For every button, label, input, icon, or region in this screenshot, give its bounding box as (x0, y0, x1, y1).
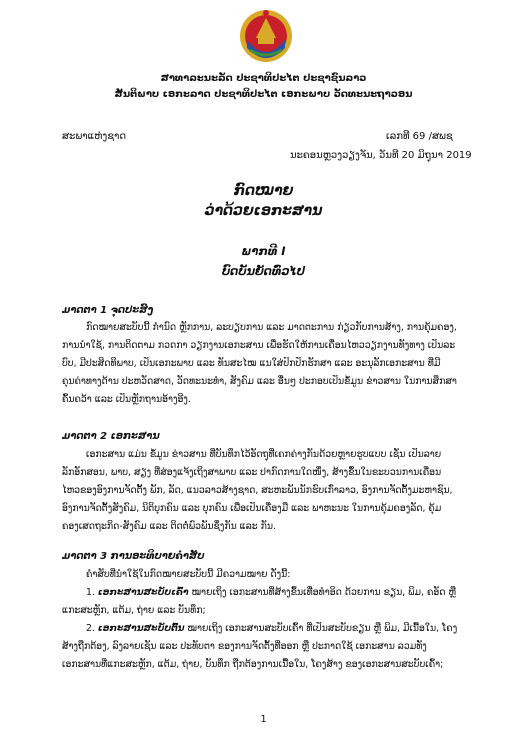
article-3-intro: ຄຳສັບທີ່ນຳໃຊ້ໃນກົດໝາຍສະບັບນີ້ ມີຄວາມໝາຍ ດັ່ງນີ້: (86, 569, 291, 580)
definition-item (62, 586, 495, 600)
article-2-line: ໄຫວຂອງອົງການຈັດຕັ້ງ ພັກ, ລັດ, ແນວລາວສ້າງຊາດ, ສະຫະພັນນັກຮົບເກົ່າລາວ, ອົງການຈັດຕັ້ງມະຫາຊົນ, (62, 485, 453, 496)
definition-text: ໝາຍເຖິງ ເອກະສານທີ່ສ້າງຂຶ້ນເທື່ອທຳອິດ ດ້ວຍການ ຂຽນ, ພິມ, ຄອັດ ຫຼື (191, 587, 457, 598)
definition-line: ສ້າງຖືກຕ້ອງ, ລົງລາຍເຊັນ ແລະ ປະທັບຕາ ຂອງການຈັດຕັ້ງທີ່ອອກ ຫຼື ປະກາດໃຊ້ ເອກະສານ ລວມທັງ (62, 641, 427, 652)
article-1-line: ຄຸນຄ່າທາງດ້ານ ປະຫວັດສາດ, ວັດທະນະທຳ, ສັງຄົມ ແລະ ອື່ນໆ ປະກອບເປັນຂໍ້ມູນ ຂ່າວສານ ໃນການສຶກສາ (62, 376, 457, 387)
definition-line: ແກະສະຫຼັກ, ແຕ້ມ, ຖ່າຍ ແລະ ບັນທຶກ; (62, 605, 206, 616)
article-1-line: ບົບ, ມີປະສິດທິພາບ, ເປັນເອກະພາບ ແລະ ທັນສະໄໝ ແນໃສ່ປົກປັກຮັກສາ ແລະ ອະນຸລັກເອກະສານ ທີ່ມີ (62, 358, 441, 369)
chapter-title: ບົດບັນຍັດທົ່ວໄປ (221, 264, 306, 278)
article-1-line: ກົດໝາຍສະບັບນີ້ ກຳນົດ ຫຼັກການ, ລະບຽບການ ແລະ ມາດຕະການ ກ່ຽວກັບການສ້າງ, ການຄຸ້ມຄອງ, (86, 322, 457, 333)
article-2-line: ລັກອັກສອນ, ພາບ, ສຽງ ທີ່ສ່ອງແຈ້ງເຖິງສາພາບ ແລະ ປາກົດການໃດໜຶ່ງ, ສ້າງຂຶ້ນໃນຂະບວນການເຄື່ອນ (62, 467, 442, 478)
definition-item (62, 622, 495, 636)
national-emblem (238, 6, 294, 66)
national-motto: ສັນຕິພາບ ເອກະລາດ ປະຊາທິປະໄຕ ເອກະພາບ ວັດທະນະຖາວອນ (114, 89, 413, 100)
document-title-line2: ວ່າດ້ວຍເອກະສານ (204, 203, 323, 219)
definition-term: ເອກະສານສະບັບຕົ້ນ (97, 623, 185, 634)
definition-number: 1. (86, 587, 95, 598)
definition-text: ໝາຍເຖິງ ເອກະສານສະບັບເຄົ້າ ທີ່ເປັນສະບັບຂຽນ ຫຼື ພິມ, ມີເນື້ອໃນ, ໂຄງ (187, 623, 458, 634)
place-date: ນະຄອນຫຼວງວຽງຈັນ, ວັນທີ 20 ມິຖຸນາ 2019 (290, 150, 472, 161)
document-title-line1: ກົດໝາຍ (233, 183, 294, 199)
article-2-heading: ມາດຕາ 2 ເອກະສານ (62, 431, 160, 442)
definition-line: ເອກະສານທີ່ແກະສະຫຼັກ, ແຕ້ມ, ຖ່າຍ, ບັນທຶກ ຖືກຕ້ອງການເນື້ອໃນ, ໂຄງສ້າງ ຂອງເອກະສານສະບັບເຄົ້າ; (62, 659, 444, 670)
article-1-heading: ມາດຕາ 1 ຈຸດປະສົງ (62, 305, 154, 316)
country-name: ສາທາລະນະລັດ ປະຊາທິປະໄຕ ປະຊາຊົນລາວ (160, 73, 367, 84)
document-number: ເລກທີ 69 /ສພຊ (386, 131, 453, 142)
article-1-line: ຄົ້ນຄວ້າ ແລະ ເປັນຫຼັກຖານອ້າງອີງ. (62, 394, 191, 405)
article-2-line: ຄອງເສດຖະກິດ-ສັງຄົມ ແລະ ຕິດຕໍ່ພົວພັນຊຶ່ງກັນ ແລະ ກັນ. (62, 521, 276, 532)
page-number: 1 (260, 714, 267, 725)
article-2-line: ອົງການຈັດຕັ້ງສັງຄົມ, ນິຕິບຸກຄົນ ແລະ ບຸກຄົນ ເພື່ອເປັນເຄື່ອງມື ແລະ ພາຫະນະ ໃນການຄຸ້ມຄອງລັດ, ຄຸ້ມ (62, 503, 442, 514)
chapter-number: ພາກທີ I (241, 244, 286, 258)
issuer-label: ສະພາແຫ່ງຊາດ (62, 131, 127, 142)
article-1-line: ການນຳໃຊ້, ການຕິດຕາມ ກວດກາ ວຽກງານເອກະສານ ເພື່ອຮັດໃຫ້ການເຄື່ອນໄຫວວຽກງານທັງທາງ ເປັນລະ (62, 340, 456, 351)
article-3-heading: ມາດຕາ 3 ການອະທິບາຍຄຳສັບ (62, 551, 205, 562)
definition-term: ເອກະສານສະບັບເຄົ້າ (97, 587, 189, 598)
definition-number: 2. (86, 623, 95, 634)
article-2-line: ເອກະສານ ແມ່ນ ຂໍ້ມູນ ຂ່າວສານ ທີ່ບັນທຶກໄວ້ອັດຖຸທີ່ເຄກຄ່າງກັນດ້ວຍຫຼາຍຮູບແບບ ເຊັ່ນ ເປັນລາຍ (86, 449, 442, 460)
